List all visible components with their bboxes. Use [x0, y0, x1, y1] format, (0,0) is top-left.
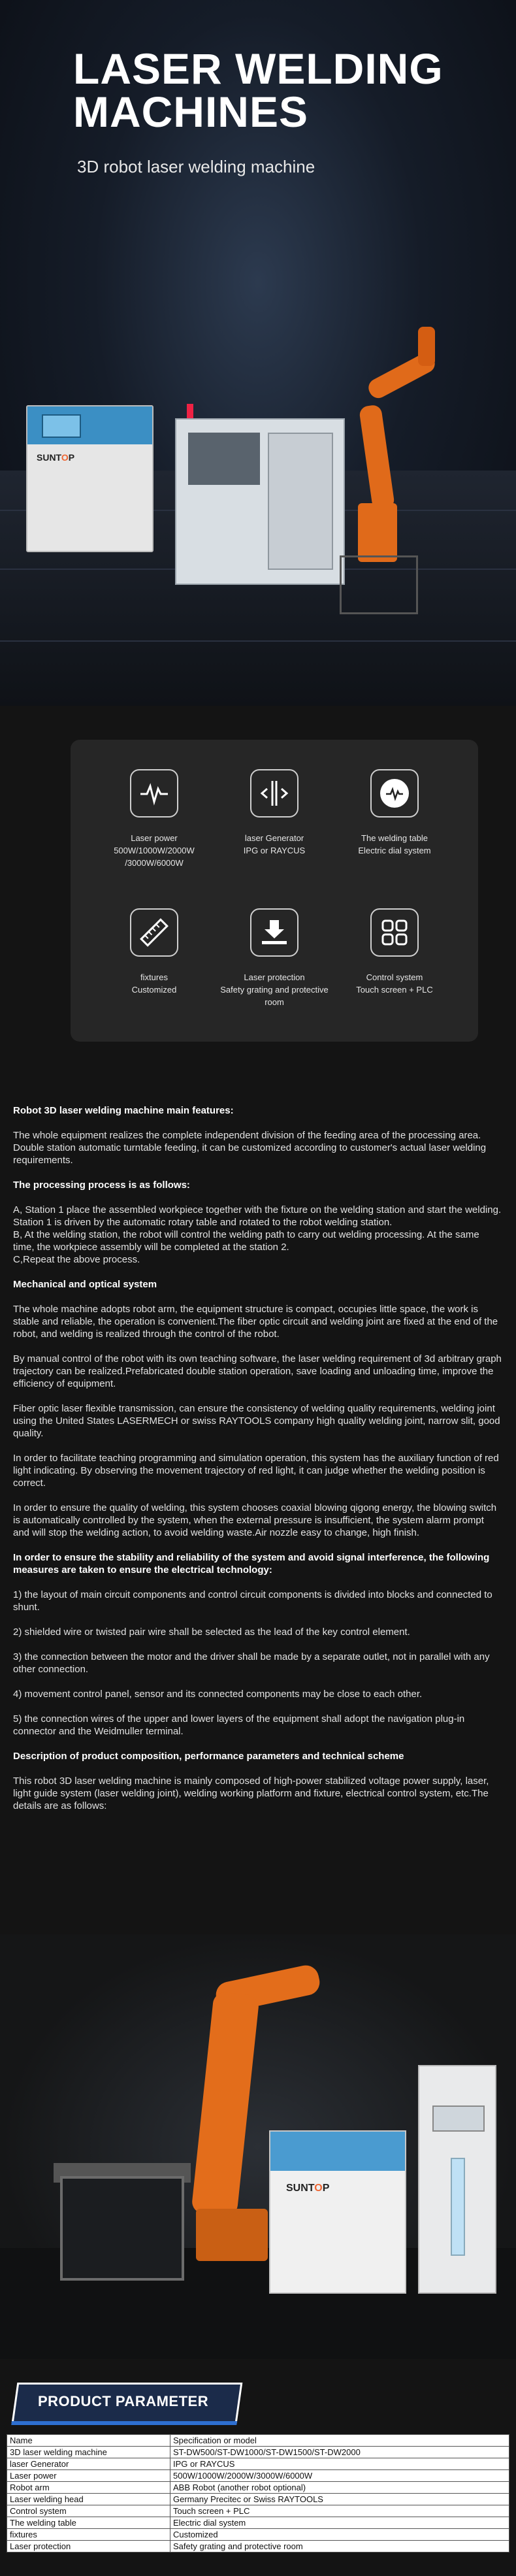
- spec-laser-generator: [216, 769, 333, 857]
- pulse-icon: [130, 769, 178, 817]
- paragraph: In order to ensure the quality of welding, this system chooses coaxial blowing qigong energy, the blowing switch is automatically controlled by the system, when the external pressure is insufficient, the system alarm prompt and will stop the welding action, to avoid welding waste.Air nozzle easy to change, high finish.: [13, 1502, 497, 1538]
- table-row: [7, 2541, 509, 2552]
- param-name-cell: fixtures: [7, 2529, 170, 2541]
- table-row: [7, 2482, 509, 2494]
- section-heading: Mechanical and optical system: [13, 1279, 157, 1290]
- paragraph: A, Station 1 place the assembled workpiece together with the fixture on the welding station and start the welding. Station 1 is driven by the automatic rotary table and rotated to the robot welding station. B, At the welding station, the robot will control the welding path to carry out welding processing. At the same time, the workpiece assembly will be completed at the station 2. C,Repeat the above process.: [13, 1204, 502, 1265]
- paragraph: The whole machine adopts robot arm, the equipment structure is compact, occupies little space, the work is stable and reliable, the operation is convenient.The fiber optic circuit and welding joint are fixed at the end of the robot, and welding is realized through the control of the robot.: [13, 1304, 498, 1340]
- table-header-row: [7, 2435, 509, 2447]
- machine-photo: [0, 1934, 516, 2359]
- download-tray-icon: [250, 908, 298, 957]
- param-name-cell: The welding table: [7, 2517, 170, 2529]
- spec-label: The welding table: [361, 833, 428, 843]
- spec-value: 500W/1000W/2000W /3000W/6000W: [114, 846, 195, 868]
- param-name-cell: 3D laser welding machine: [7, 2447, 170, 2458]
- spec-value: IPG or RAYCUS: [243, 846, 306, 855]
- section-heading: Description of product composition, performance parameters and technical scheme: [13, 1751, 404, 1762]
- brand-logo: SUNTOP: [286, 2183, 330, 2194]
- param-name-cell: Name: [7, 2435, 170, 2447]
- param-value-cell: 500W/1000W/2000W/3000W/6000W: [170, 2470, 509, 2482]
- section-heading: In order to ensure the stability and reliability of the system and avoid signal interference, the following measures are taken to ensure the electrical technology:: [13, 1552, 490, 1576]
- table-row: [7, 2517, 509, 2529]
- laser-screen: [42, 414, 81, 438]
- param-name-cell: Control system: [7, 2505, 170, 2517]
- paragraph: 4) movement control panel, sensor and its connected components may be close to each other.: [13, 1689, 423, 1700]
- table-row: [7, 2458, 509, 2470]
- parameter-title: PRODUCT PARAMETER: [38, 2393, 209, 2409]
- section-heading: The processing process is as follows:: [13, 1180, 190, 1191]
- param-value-cell: IPG or RAYCUS: [170, 2458, 509, 2470]
- param-name-cell: Laser power: [7, 2470, 170, 2482]
- chiller-display: [432, 2105, 485, 2132]
- param-value-cell: ST-DW500/ST-DW1000/ST-DW1500/ST-DW2000: [170, 2447, 509, 2458]
- banner-stripe: [11, 2421, 237, 2425]
- section-heading: Robot 3D laser welding machine main features:: [13, 1105, 234, 1116]
- param-value-cell: Touch screen + PLC: [170, 2505, 509, 2517]
- water-chiller: [418, 2065, 496, 2294]
- paragraph: By manual control of the robot with its own teaching software, the laser welding requirement of 3d arbitrary graph trajectory can be realized.Prefabricated double station operation, save loading and unloading time, improve the efficiency of equipment.: [13, 1353, 502, 1389]
- paragraph: In order to facilitate teaching programming and simulation operation, this system has the auxiliary function of red light indicating. By observing the movement trajectory of red light, it can judge whether the welding position is correct.: [13, 1453, 499, 1489]
- welding-table-frame: [340, 555, 418, 614]
- param-name-cell: laser Generator: [7, 2458, 170, 2470]
- laser-source-unit: [269, 2130, 406, 2294]
- param-value-cell: Electric dial system: [170, 2517, 509, 2529]
- param-value-cell: Specification or model: [170, 2435, 509, 2447]
- spec-value: Electric dial system: [358, 846, 431, 855]
- spec-value: Customized: [131, 985, 177, 995]
- table-row: [7, 2494, 509, 2505]
- spec-label: Control system: [366, 972, 423, 982]
- robot-arm-lower: [191, 1991, 259, 2217]
- param-value-cell: Germany Precitec or Swiss RAYTOOLS: [170, 2494, 509, 2505]
- robot-welding-head: [418, 327, 435, 366]
- robot-base: [358, 503, 397, 562]
- parameter-table: [7, 2434, 509, 2552]
- hero-title: [73, 44, 443, 136]
- table-row: [7, 2529, 509, 2541]
- robot-base: [196, 2209, 268, 2261]
- paragraph: This robot 3D laser welding machine is mainly composed of high-power stabilized voltage power supply, laser, light guide system (laser welding joint), welding working platform and fixture, electrical control system, etc.The details are as follows:: [13, 1775, 489, 1811]
- param-value-cell: Customized: [170, 2529, 509, 2541]
- warning-light: [187, 404, 193, 420]
- spec-label: Laser power: [131, 833, 178, 843]
- param-name-cell: Robot arm: [7, 2482, 170, 2494]
- paragraph: Fiber optic laser flexible transmission, can ensure the consistency of welding quality requirements, welding joint using the United States LASERMECH or swiss RAYTOOLS company high quality welding joint, narrow slit, good quality.: [13, 1403, 500, 1439]
- welding-table: [60, 2176, 184, 2281]
- hero-title-line-2: MACHINES: [73, 88, 309, 136]
- param-value-cell: ABB Robot (another robot optional): [170, 2482, 509, 2494]
- paragraph: 3) the connection between the motor and the driver shall be made by a separate outlet, not in parallel with any other connection.: [13, 1651, 490, 1675]
- spec-value: Safety grating and protective room: [220, 985, 329, 1007]
- table-row: [7, 2470, 509, 2482]
- cabinet-panel: [188, 433, 260, 485]
- table-row: [7, 2505, 509, 2517]
- cabinet-door: [268, 433, 333, 570]
- spec-laser-protection: [216, 908, 333, 1008]
- paragraph: 1) the layout of main circuit components and control circuit components is divided into blocks and connected to shunt.: [13, 1589, 492, 1613]
- ruler-icon: [130, 908, 178, 957]
- laser-top-panel: [270, 2132, 405, 2171]
- hero-title-line-1: LASER WELDING: [73, 44, 443, 93]
- spec-fixtures: [95, 908, 213, 996]
- welding-table-icon: [370, 769, 419, 817]
- laser-top-panel: [27, 406, 152, 444]
- spec-control-system: [336, 908, 453, 996]
- chiller-level-tube: [451, 2158, 465, 2256]
- spec-label: fixtures: [140, 972, 168, 982]
- spec-icon-panel: [71, 740, 478, 1042]
- laser-source-unit: [26, 405, 153, 552]
- grid-icon: [370, 908, 419, 957]
- table-row: [7, 2447, 509, 2458]
- spec-welding-table: [336, 769, 453, 857]
- spec-laser-power: [95, 769, 213, 869]
- spec-label: laser Generator: [244, 833, 304, 843]
- spec-value: Touch screen + PLC: [356, 985, 433, 995]
- floor-line: [0, 640, 516, 642]
- paragraph: 5) the connection wires of the upper and lower layers of the equipment shall adopt the navigation plug-in connector and the Weidmuller terminal.: [13, 1713, 465, 1737]
- laser-generator-icon: [250, 769, 298, 817]
- param-name-cell: Laser welding head: [7, 2494, 170, 2505]
- param-value-cell: Safety grating and protective room: [170, 2541, 509, 2552]
- param-name-cell: Laser protection: [7, 2541, 170, 2552]
- product-description: [13, 1104, 503, 1812]
- spec-label: Laser protection: [244, 972, 305, 982]
- brand-logo: SUNTOP: [37, 452, 75, 463]
- hero-subtitle: 3D robot laser welding machine: [77, 157, 315, 176]
- control-cabinet: [175, 418, 345, 585]
- hero-banner: [0, 0, 516, 706]
- paragraph: The whole equipment realizes the complete independent division of the feeding area of the processing area. Double station automatic turntable feeding, it can be customized according to customer's actual laser welding requirements.: [13, 1130, 487, 1166]
- paragraph: 2) shielded wire or twisted pair wire shall be selected as the lead of the key control element.: [13, 1627, 410, 1638]
